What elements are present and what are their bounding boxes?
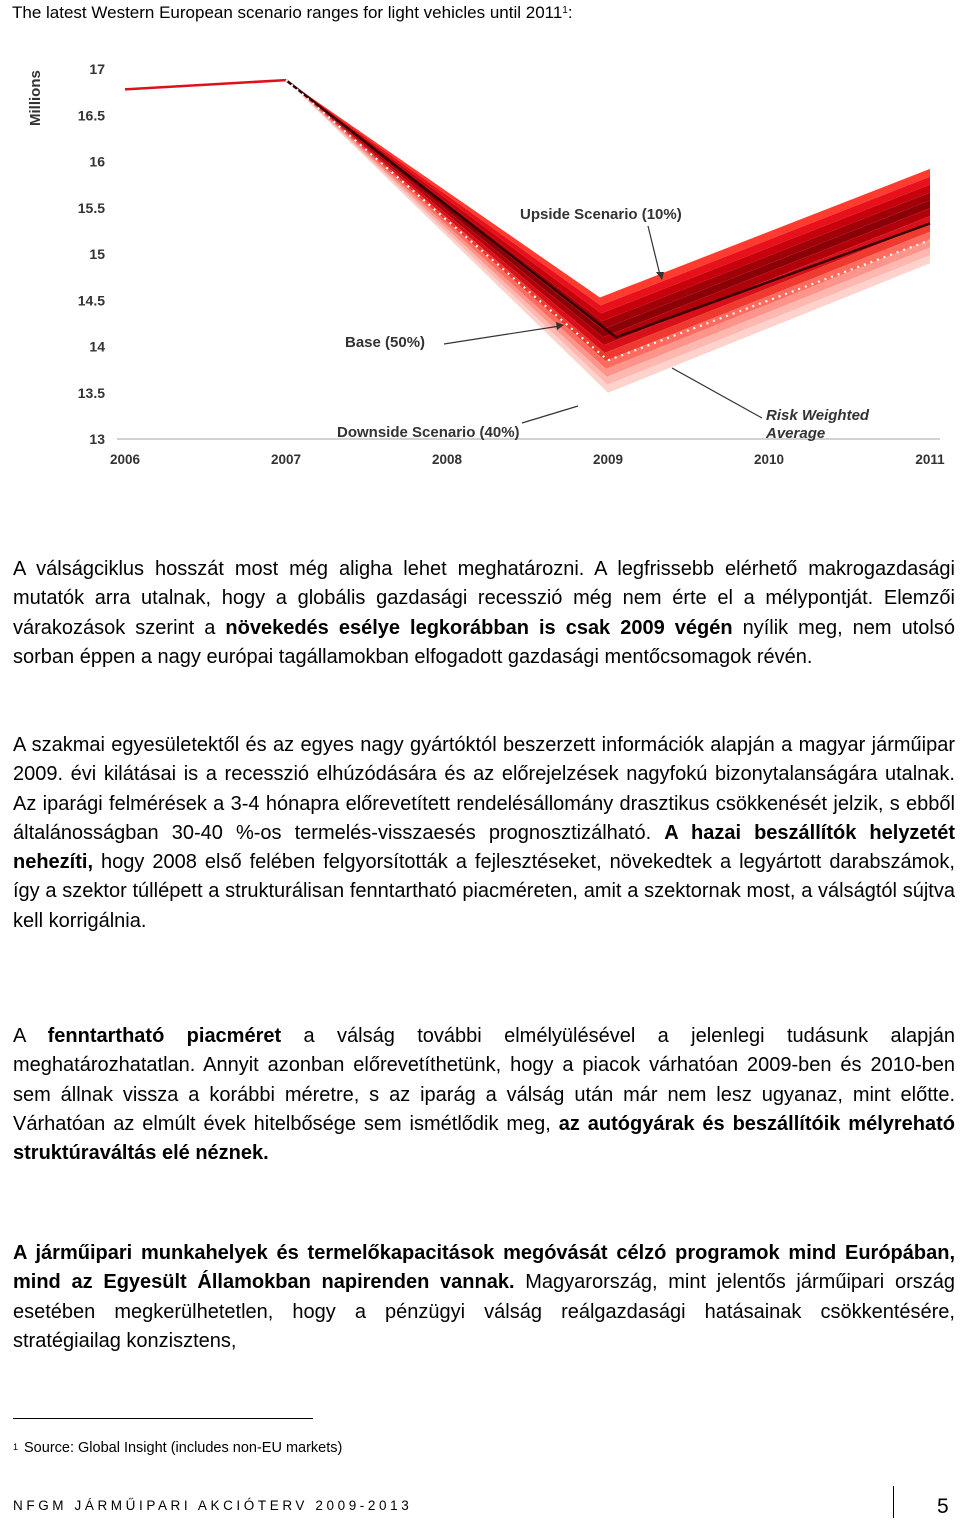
y-tick-label: 13 — [89, 431, 105, 447]
scenario-chart-svg — [0, 40, 960, 480]
chart-heading-text: The latest Western European scenario ranges for light vehicles until 2011 — [12, 3, 563, 22]
footnote-separator — [13, 1418, 313, 1419]
y-tick-label: 15 — [89, 246, 105, 262]
annotation-base-arrow — [444, 326, 560, 344]
footer-title: NFGM JÁRMŰIPARI AKCIÓTERV 2009-2013 — [13, 1498, 413, 1513]
bold-run: az autógyárak és beszállítóik mélyreható struktúraváltás elé néznek. — [13, 1112, 956, 1165]
paragraph-3 — [13, 1022, 955, 1168]
text-run: A — [13, 1025, 48, 1047]
text-run: Magyarország, mint jelentős járműipari ország esetében megkerülhetetlen, hogy a pénzügyi válság reálgazdasági hatásainak csökkentésére, stratégiailag konzisztens, — [13, 1271, 955, 1352]
text-run: A válságciklus hosszát most még aligha lehet meghatározni. A legfrissebb elérhető makrogazdasági mutatók arra utalnak, hogy a globális gazdasági recesszió még nem érte el a mélypontját. Elemzői várakozások szerint a — [13, 558, 955, 639]
footnote-mark: 1 — [13, 1442, 19, 1452]
x-tick-label: 2009 — [592, 452, 624, 467]
paragraph-4 — [13, 1239, 955, 1356]
text-run: a válság további elmélyülésével a jelenlegi tudásunk alapján meghatározhatatlan. Annyit azonban előrevetíthetünk, hogy a piacok várhatóan 2009-ben és 2010-ben sem állnak vissza a korábbi méretre, s az iparág a válság után már nem lesz ugyanaz, mint előtte. Várhatóan az elmúlt évek hitelbősége sem ismétlődik meg, — [13, 1025, 955, 1135]
annotation-risk-weighted-average: Average — [766, 425, 826, 442]
annotation-risk-weighted: Risk Weighted — [766, 407, 870, 424]
x-tick-label: 2011 — [915, 452, 945, 467]
text-run: hogy 2008 első felében felgyorsították a fejlesztéseket, növekedtek a legyártott darabszámok, így a szektor túllépett a strukturálisan fenntartható piacméreten, amit a szektornak most, a válságtól sújtva kell korrigálnia. — [13, 851, 955, 932]
y-tick-label: 16.5 — [77, 107, 105, 124]
chart-heading — [12, 3, 573, 23]
historic-line — [125, 80, 286, 89]
y-tick-label: 17 — [89, 61, 105, 77]
x-tick-label: 2008 — [431, 452, 463, 467]
scenario-chart — [0, 40, 960, 480]
annotation-downside-arrow — [522, 406, 578, 423]
x-tick-label: 2006 — [109, 452, 141, 467]
footer-divider — [893, 1486, 894, 1518]
annotation-upside-arrow — [648, 226, 660, 275]
y-tick-label: 15.5 — [77, 199, 105, 216]
chart-heading-suffix: : — [567, 3, 573, 22]
y-axis-label: Millions — [27, 70, 44, 126]
text-run: nyílik meg, nem utolsó sorban éppen a nagy európai tagállamokban elfogadott gazdasági mentőcsomagok révén. — [13, 616, 955, 668]
paragraph-1 — [13, 555, 955, 672]
bold-run: A járműipari munkahelyek és termelőkapacitások megóvását célzó programok mind Európában, mind az Egyesült Államokban napirenden vannak. — [13, 1242, 955, 1294]
paragraph-2 — [13, 731, 955, 936]
x-tick-label: 2007 — [270, 452, 302, 467]
footnote-text: Source: Global Insight (includes non-EU markets) — [24, 1440, 343, 1456]
page-number: 5 — [937, 1495, 949, 1518]
x-tick-label: 2010 — [753, 452, 785, 467]
annotation-base: Base (50%) — [345, 334, 426, 351]
y-tick-label: 16 — [89, 153, 105, 170]
y-tick-label: 14.5 — [77, 292, 105, 309]
annotation-risk-weighted-arrow — [672, 368, 762, 418]
y-tick-label: 13.5 — [77, 384, 105, 401]
bold-run: A hazai beszállítók helyzetét nehezíti, — [13, 821, 956, 874]
footnote — [13, 1438, 342, 1458]
bold-run: növekedés esélye legkorábban is csak 2009 végén — [225, 616, 733, 639]
footnote-reference: 1 — [562, 5, 568, 16]
annotation-upside: Upside Scenario (10%) — [520, 206, 682, 223]
text-run: A szakmai egyesületektől és az egyes nagy gyártóktól beszerzett információk alapján a magyar járműipar 2009. évi kilátásai is a recesszió elhúzódására és az előrejelzések nagyfokú bizonytalanságára utalnak. Az iparági felmérések a 3-4 hónapra előrevetített rendelésállomány drasztikus csökkenését jelzik, s ebből általánosságban 30-40 %-os termelés-visszaesés prognosztizálható. — [13, 734, 955, 844]
y-tick-label: 14 — [89, 338, 105, 355]
annotation-downside: Downside Scenario (40%) — [337, 424, 520, 441]
bold-run: fenntartható piacméret — [47, 1025, 282, 1047]
